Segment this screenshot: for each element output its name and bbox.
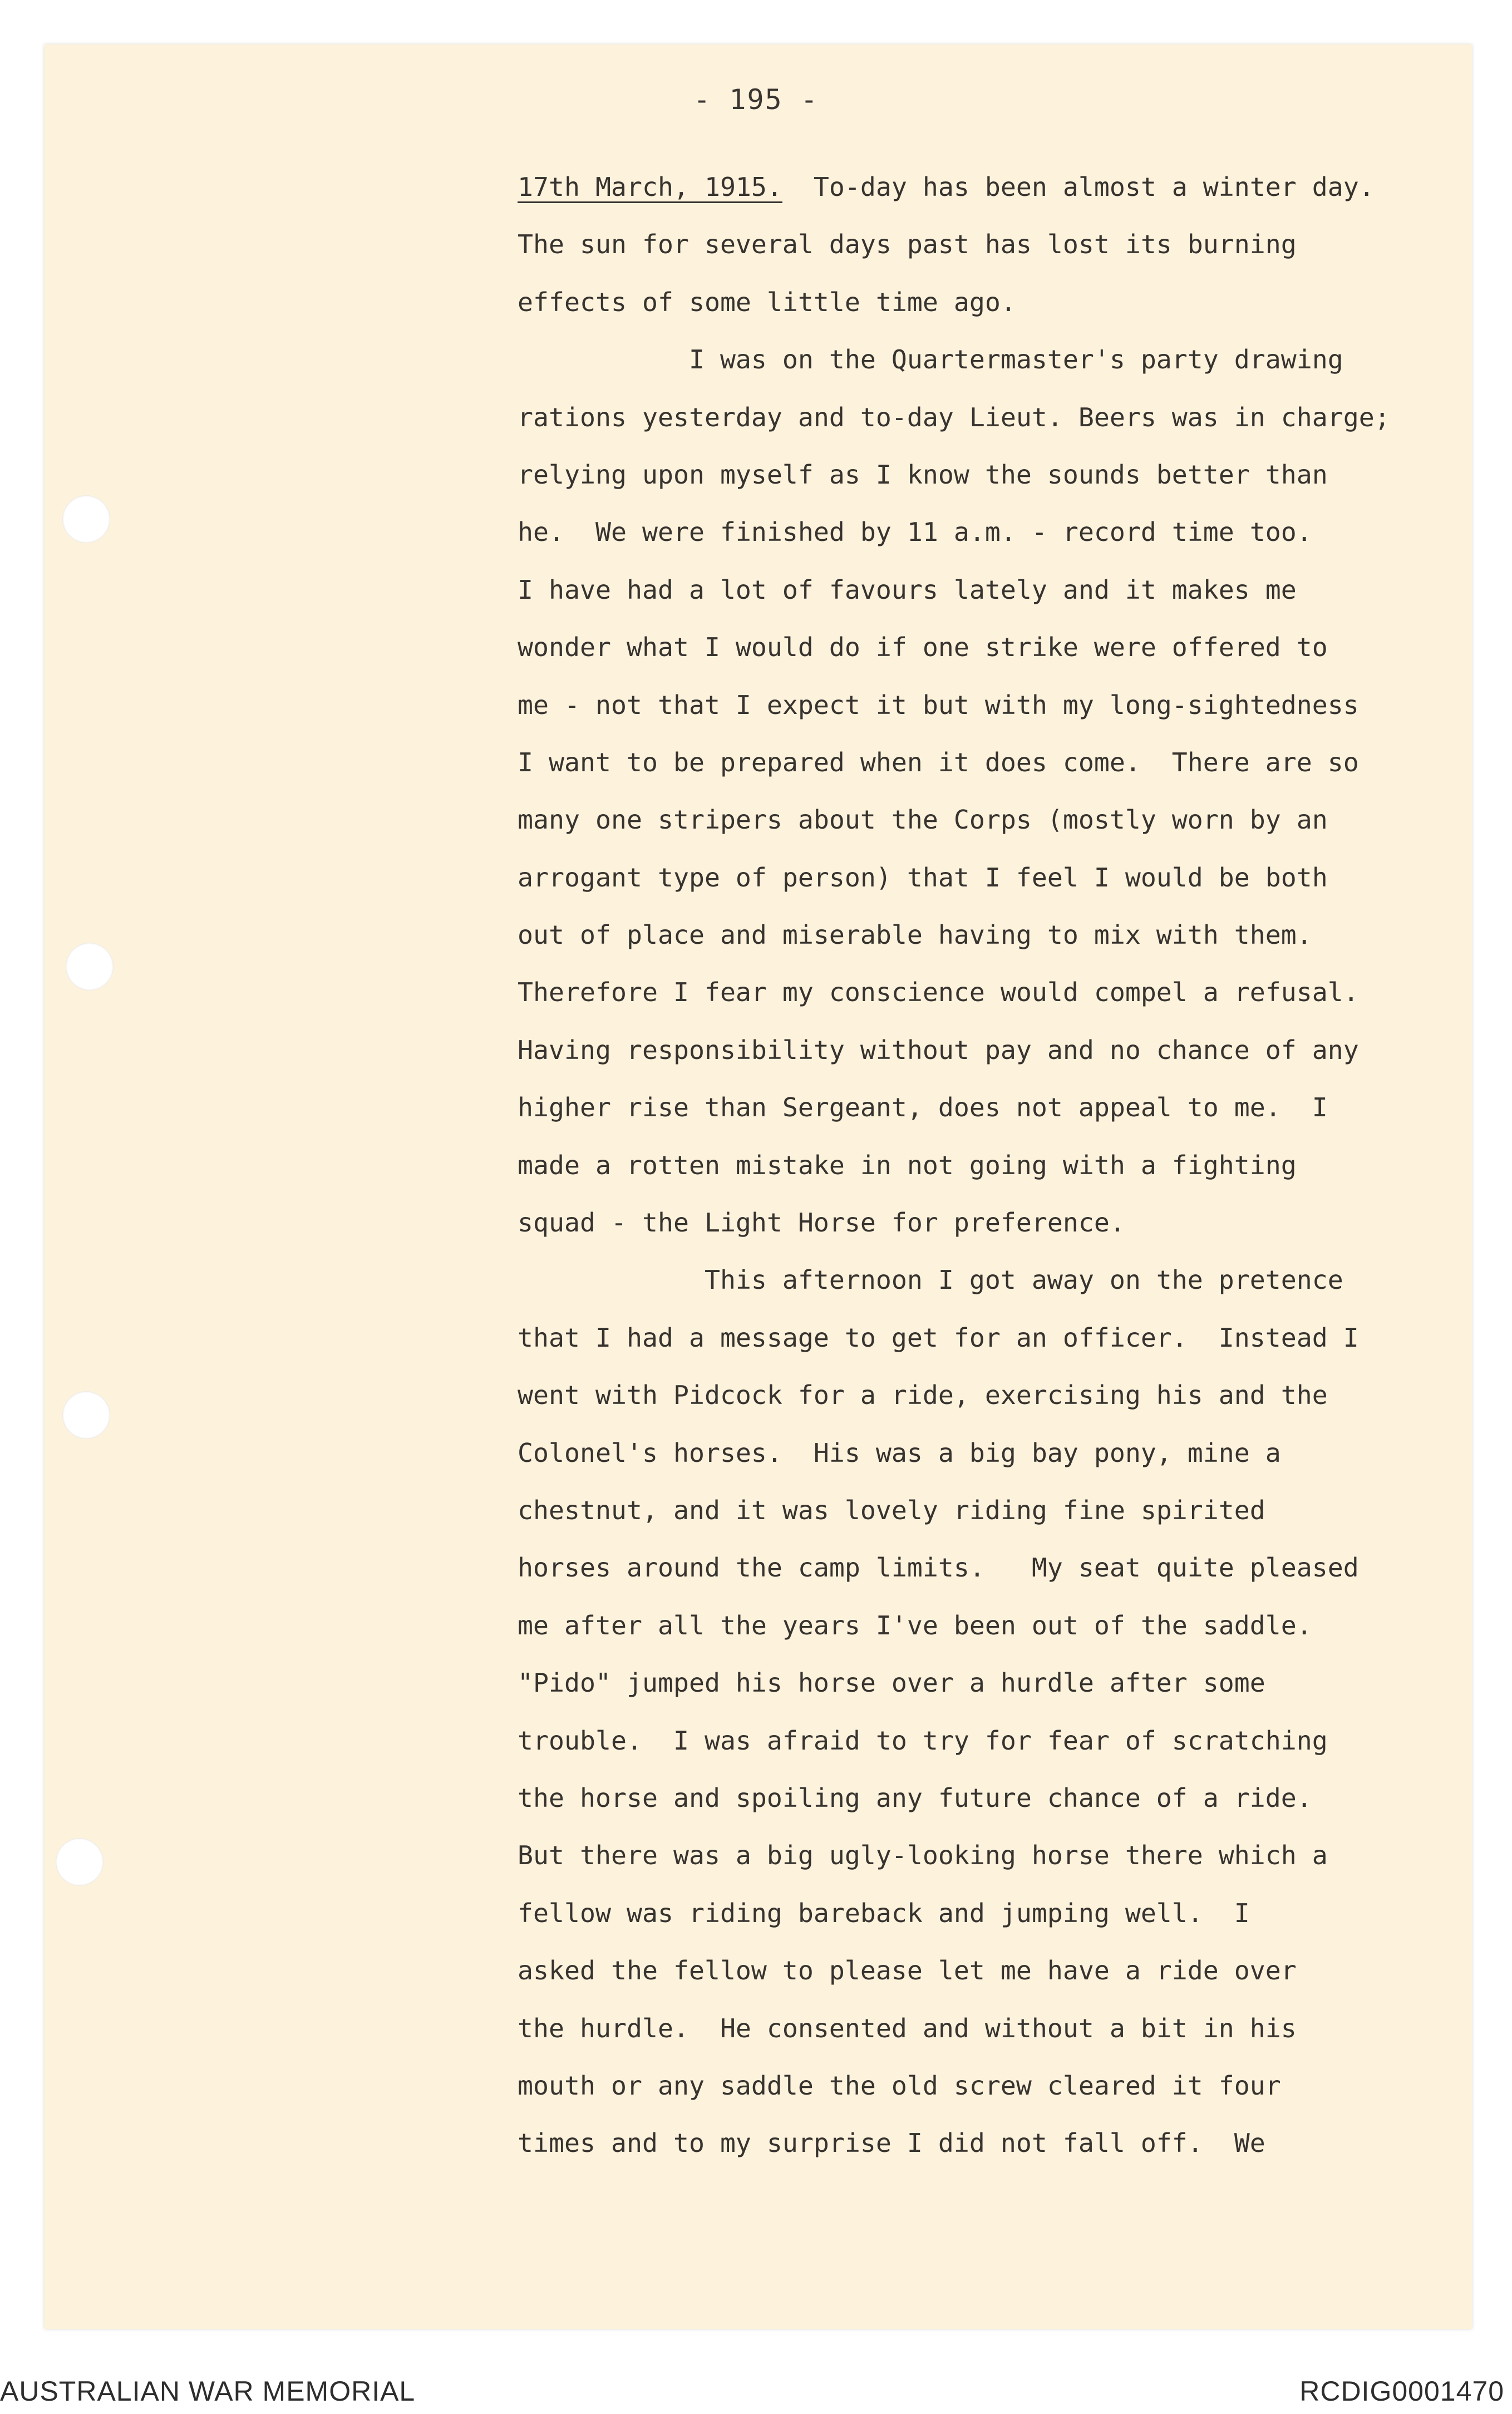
entry-line: effects of some little time ago.	[518, 287, 1016, 317]
entry-line: wonder what I would do if one strike were offered to	[518, 632, 1328, 663]
entry-line: trouble. I was afraid to try for fear of scratching	[518, 1725, 1328, 1756]
entry-line: But there was a big ugly-looking horse there which a	[518, 1840, 1328, 1871]
entry-line: relying upon myself as I know the sounds better than	[518, 459, 1328, 490]
punch-hole	[66, 943, 114, 991]
entry-line: he. We were finished by 11 a.m. - record time too.	[518, 517, 1312, 548]
archive-credit: AUSTRALIAN WAR MEMORIAL	[0, 2376, 416, 2407]
entry-line: This afternoon I got away on the pretence	[518, 1265, 1343, 1295]
diary-entry	[518, 159, 1475, 2172]
entry-line: Therefore I fear my conscience would compel a refusal.	[518, 977, 1359, 1008]
punch-hole	[56, 1838, 104, 1886]
entry-line: asked the fellow to please let me have a ride over	[518, 1955, 1297, 1986]
entry-line: times and to my surprise I did not fall off. We	[518, 2128, 1265, 2159]
entry-lines	[518, 216, 1475, 2172]
punch-hole	[62, 1391, 110, 1439]
entry-first-line-text: To-day has been almost a winter day.	[782, 172, 1375, 202]
entry-line: me after all the years I've been out of the saddle.	[518, 1610, 1312, 1640]
entry-line: Having responsibility without pay and no chance of any	[518, 1034, 1359, 1065]
entry-line: many one stripers about the Corps (mostly worn by an	[518, 805, 1328, 835]
entry-line: that I had a message to get for an officer. Instead I	[518, 1322, 1359, 1353]
entry-line: I was on the Quartermaster's party drawing	[518, 344, 1343, 375]
entry-line: went with Pidcock for a ride, exercising his and the	[518, 1380, 1328, 1411]
entry-line: higher rise than Sergeant, does not appeal to me. I	[518, 1092, 1328, 1123]
punch-hole	[62, 495, 110, 543]
entry-line: Colonel's horses. His was a big bay pony, mine a	[518, 1437, 1281, 1468]
entry-line: the hurdle. He consented and without a bit in his	[518, 2013, 1297, 2043]
entry-line: made a rotten mistake in not going with a fighting	[518, 1150, 1297, 1180]
entry-line: The sun for several days past has lost its burning	[518, 229, 1297, 260]
entry-line: mouth or any saddle the old screw cleared it four	[518, 2070, 1281, 2101]
entry-line: squad - the Light Horse for preference.	[518, 1208, 1125, 1238]
entry-line: me - not that I expect it but with my long-sightedness	[518, 689, 1359, 720]
archive-reference: RCDIG0001470	[1299, 2376, 1504, 2407]
entry-date-heading: 17th March, 1915.	[518, 172, 782, 202]
entry-line: I have had a lot of favours lately and it makes me	[518, 574, 1297, 605]
entry-line: the horse and spoiling any future chance of a ride.	[518, 1782, 1312, 1813]
entry-line: arrogant type of person) that I feel I would be both	[518, 862, 1328, 893]
entry-line: out of place and miserable having to mix with them.	[518, 920, 1312, 950]
page-number: - 195 -	[693, 83, 819, 116]
entry-line: fellow was riding bareback and jumping well. I	[518, 1898, 1250, 1928]
entry-line: I want to be prepared when it does come. There are so	[518, 747, 1359, 777]
entry-line: horses around the camp limits. My seat quite pleased	[518, 1553, 1359, 1583]
entry-first-line	[518, 159, 1475, 216]
entry-line: "Pido" jumped his horse over a hurdle after some	[518, 1668, 1265, 1698]
entry-line: chestnut, and it was lovely riding fine spirited	[518, 1495, 1265, 1525]
entry-line: rations yesterday and to-day Lieut. Beers was in charge;	[518, 402, 1390, 432]
